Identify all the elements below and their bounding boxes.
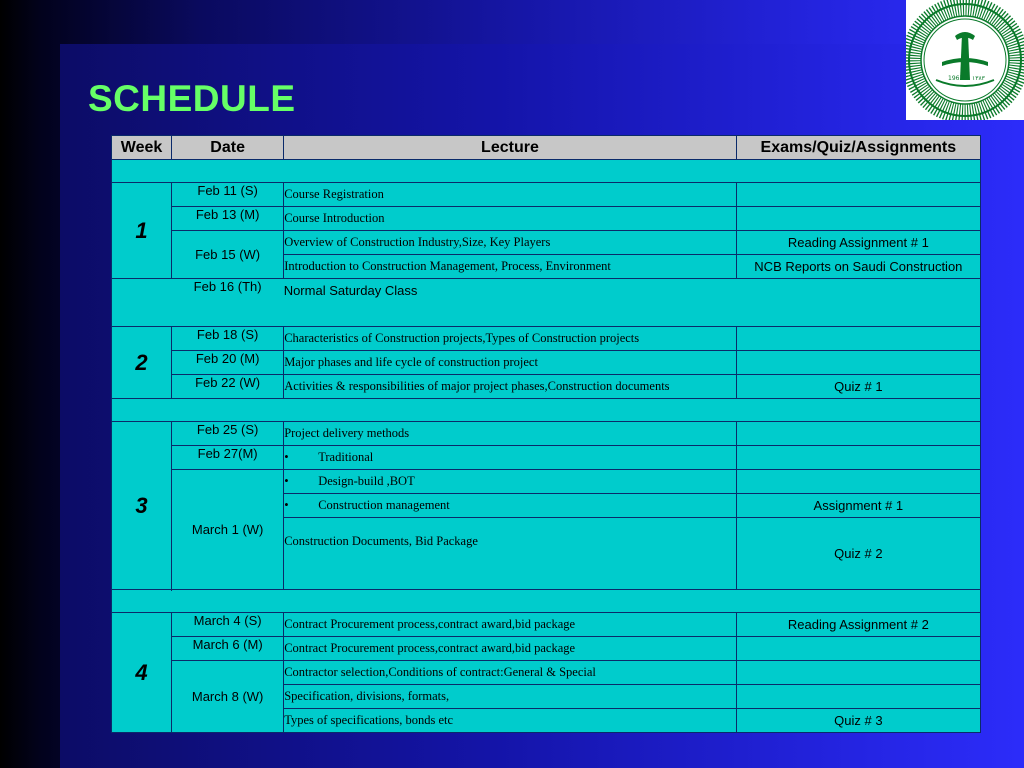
- table-row: [112, 661, 981, 685]
- table-row: [112, 470, 981, 494]
- separator-row: [112, 590, 981, 613]
- table-row: [112, 422, 981, 446]
- university-logo: [906, 0, 1024, 120]
- date-cell: Feb 13 (M): [172, 207, 284, 231]
- exam-cell: [736, 183, 980, 207]
- lecture-cell: Course Registration: [284, 183, 737, 207]
- week-number: 4: [112, 613, 172, 733]
- date-cell: March 6 (M): [172, 637, 284, 661]
- table-row: [112, 183, 981, 207]
- special-note: Normal Saturday Class: [284, 279, 981, 327]
- lecture-cell: Specification, divisions, formats,: [284, 685, 737, 709]
- bullet-icon: •: [284, 450, 289, 464]
- lecture-cell: Introduction to Construction Management, Process, Environment: [284, 255, 737, 279]
- table-row: [112, 613, 981, 637]
- exam-cell: [736, 351, 980, 375]
- exam-cell: Quiz # 3: [736, 709, 980, 733]
- separator-row: [112, 160, 981, 183]
- exam-cell: [736, 685, 980, 709]
- exam-cell: [736, 327, 980, 351]
- header-lecture: Lecture: [284, 136, 737, 160]
- exam-cell: NCB Reports on Saudi Construction: [736, 255, 980, 279]
- lecture-bullet-text: Design-build ,BOT: [318, 474, 415, 488]
- date-cell: Feb 11 (S): [172, 183, 284, 207]
- special-row: [112, 279, 981, 327]
- separator-row: [112, 399, 981, 422]
- lecture-cell: Contractor selection,Conditions of contract:General & Special: [284, 661, 737, 685]
- date-cell: Feb 20 (M): [172, 351, 284, 375]
- lecture-bullet-text: Construction management: [318, 498, 450, 512]
- date-cell: Feb 25 (S): [172, 422, 284, 446]
- schedule-table: [111, 135, 981, 733]
- university-seal-icon: [906, 0, 1024, 120]
- table-row: [112, 231, 981, 255]
- exam-cell: [736, 446, 980, 470]
- lecture-bullet-text: Traditional: [318, 450, 374, 464]
- date-cell: March 8 (W): [172, 661, 284, 733]
- lecture-cell: Overview of Construction Industry,Size, Key Players: [284, 231, 737, 255]
- lecture-cell: [284, 494, 737, 518]
- lecture-cell: [284, 470, 737, 494]
- week-number: 1: [112, 183, 172, 279]
- date-cell: Feb 22 (W): [172, 375, 284, 399]
- week-number: 2: [112, 327, 172, 399]
- bullet-icon: •: [284, 498, 289, 512]
- exam-cell: Assignment # 1: [736, 494, 980, 518]
- header-exams: Exams/Quiz/Assignments: [736, 136, 980, 160]
- date-cell: Feb 18 (S): [172, 327, 284, 351]
- logo-year-hijri: ١٣٨٣: [972, 75, 985, 82]
- lecture-cell: Project delivery methods: [284, 422, 737, 446]
- table-row: [112, 351, 981, 375]
- table-header-row: [112, 136, 981, 160]
- lecture-cell: [284, 446, 737, 470]
- lecture-cell: Major phases and life cycle of construction project: [284, 351, 737, 375]
- date-cell: March 1 (W): [172, 470, 284, 590]
- table-row: [112, 327, 981, 351]
- lecture-cell: Construction Documents, Bid Package: [284, 518, 737, 590]
- lecture-cell: Contract Procurement process,contract award,bid package: [284, 613, 737, 637]
- table-row: [112, 637, 981, 661]
- exam-cell: [736, 637, 980, 661]
- exam-cell: Reading Assignment # 2: [736, 613, 980, 637]
- date-cell: Feb 27(M): [172, 446, 284, 470]
- date-cell: March 4 (S): [172, 613, 284, 637]
- exam-cell: Quiz # 1: [736, 375, 980, 399]
- lecture-cell: Activities & responsibilities of major project phases,Construction documents: [284, 375, 737, 399]
- exam-cell: Reading Assignment # 1: [736, 231, 980, 255]
- exam-cell: [736, 470, 980, 494]
- bullet-icon: •: [284, 474, 289, 488]
- table-row: [112, 446, 981, 470]
- header-week: Week: [112, 136, 172, 160]
- exam-cell: [736, 661, 980, 685]
- table-row: [112, 207, 981, 231]
- lecture-cell: Course Introduction: [284, 207, 737, 231]
- date-cell: Feb 15 (W): [172, 231, 284, 279]
- logo-year-gregorian: 1963: [948, 75, 964, 82]
- table-row: [112, 375, 981, 399]
- lecture-cell: Types of specifications, bonds etc: [284, 709, 737, 733]
- slide-title: SCHEDULE: [88, 78, 296, 119]
- exam-cell: [736, 422, 980, 446]
- header-date: Date: [172, 136, 284, 160]
- lecture-cell: Characteristics of Construction projects,Types of Construction projects: [284, 327, 737, 351]
- week-number: 3: [112, 422, 172, 590]
- exam-cell: Quiz # 2: [736, 518, 980, 590]
- exam-cell: [736, 207, 980, 231]
- lecture-cell: Contract Procurement process,contract award,bid package: [284, 637, 737, 661]
- date-cell: Feb 16 (Th): [172, 279, 284, 327]
